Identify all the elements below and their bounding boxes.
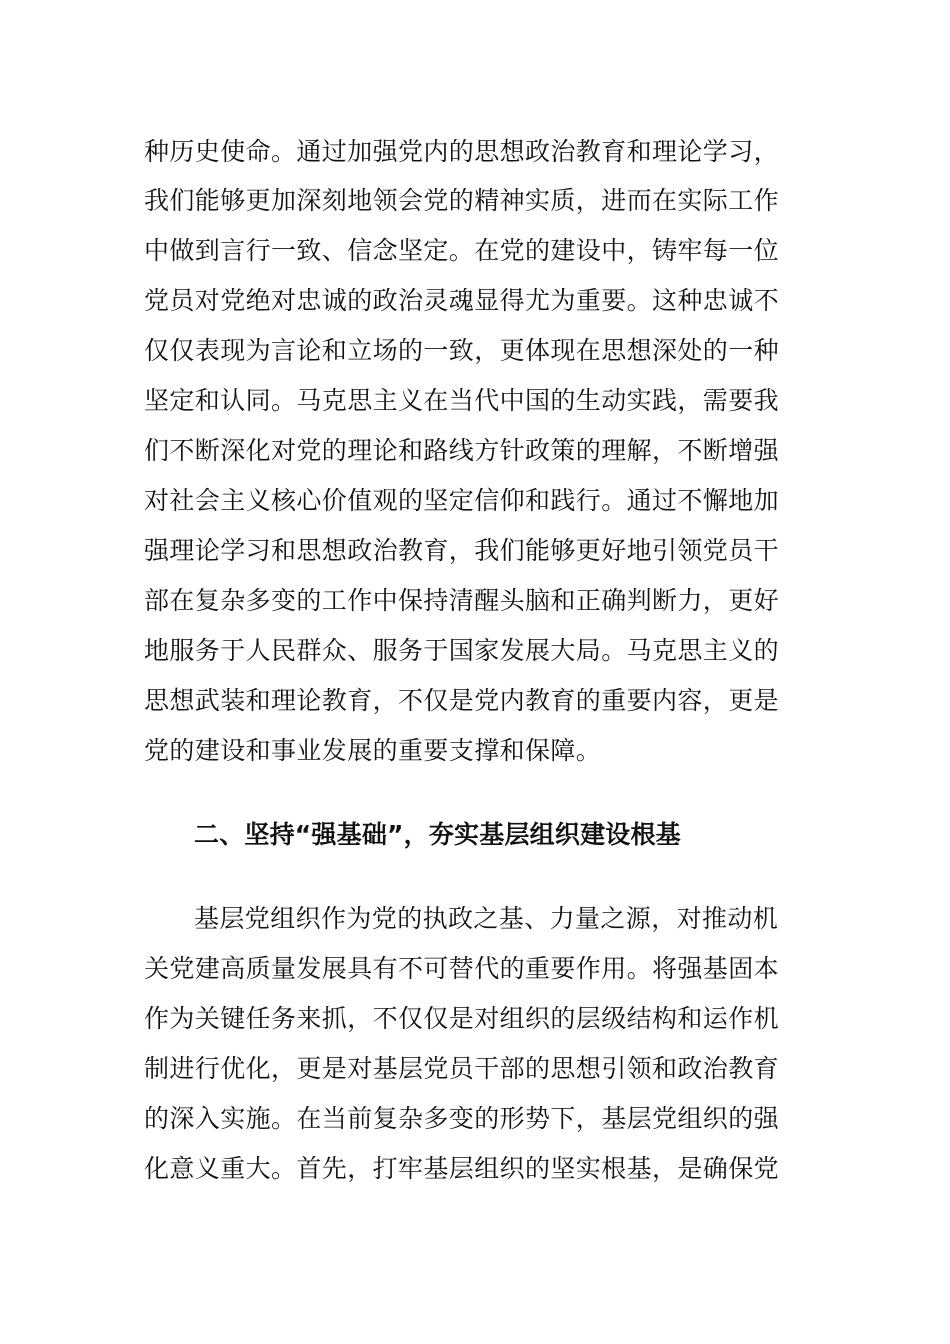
paragraph-1-line: 强理论学习和思想政治教育，我们能够更好地引领党员干 (144, 536, 780, 565)
paragraph-1-line: 们不断深化对党的理论和路线方针政策的理解，不断增强 (144, 436, 780, 465)
paragraph-1-line: 党员对党绝对忠诚的政治灵魂显得尤为重要。这种忠诚不 (144, 286, 780, 315)
paragraph-2-line: 作为关键任务来抓，不仅仅是对组织的层级结构和运作机 (144, 1004, 780, 1033)
paragraph-2-line: 的深入实施。在当前复杂多变的形势下，基层党组织的强 (144, 1104, 780, 1133)
paragraph-1-line: 党的建设和事业发展的重要支撑和保障。 (144, 736, 602, 765)
section-heading: 二、坚持“强基础”，夯实基层组织建设根基 (194, 820, 681, 849)
paragraph-1-line: 中做到言行一致、信念坚定。在党的建设中，铸牢每一位 (144, 236, 780, 265)
paragraph-1-line: 我们能够更加深刻地领会党的精神实质，进而在实际工作 (144, 186, 780, 215)
paragraph-1-line: 地服务于人民群众、服务于国家发展大局。马克思主义的 (144, 636, 780, 665)
paragraph-2-line: 化意义重大。首先，打牢基层组织的坚实根基，是确保党 (144, 1154, 780, 1183)
paragraph-2-line: 基层党组织作为党的执政之基、力量之源，对推动机 (194, 904, 779, 933)
paragraph-1-line: 部在复杂多变的工作中保持清醒头脑和正确判断力，更好 (144, 586, 780, 615)
paragraph-1-line: 仅仅表现为言论和立场的一致，更体现在思想深处的一种 (144, 336, 780, 365)
paragraph-1-line: 对社会主义核心价值观的坚定信仰和践行。通过不懈地加 (144, 486, 780, 515)
paragraph-2-line: 制进行优化，更是对基层党员干部的思想引领和政治教育 (144, 1054, 780, 1083)
paragraph-1-line: 种历史使命。通过加强党内的思想政治教育和理论学习， (144, 137, 780, 166)
paragraph-2-line: 关党建高质量发展具有不可替代的重要作用。将强基固本 (144, 954, 780, 983)
paragraph-1-line: 坚定和认同。马克思主义在当代中国的生动实践，需要我 (144, 386, 780, 415)
paragraph-1-line: 思想武装和理论教育，不仅是党内教育的重要内容，更是 (144, 686, 780, 715)
